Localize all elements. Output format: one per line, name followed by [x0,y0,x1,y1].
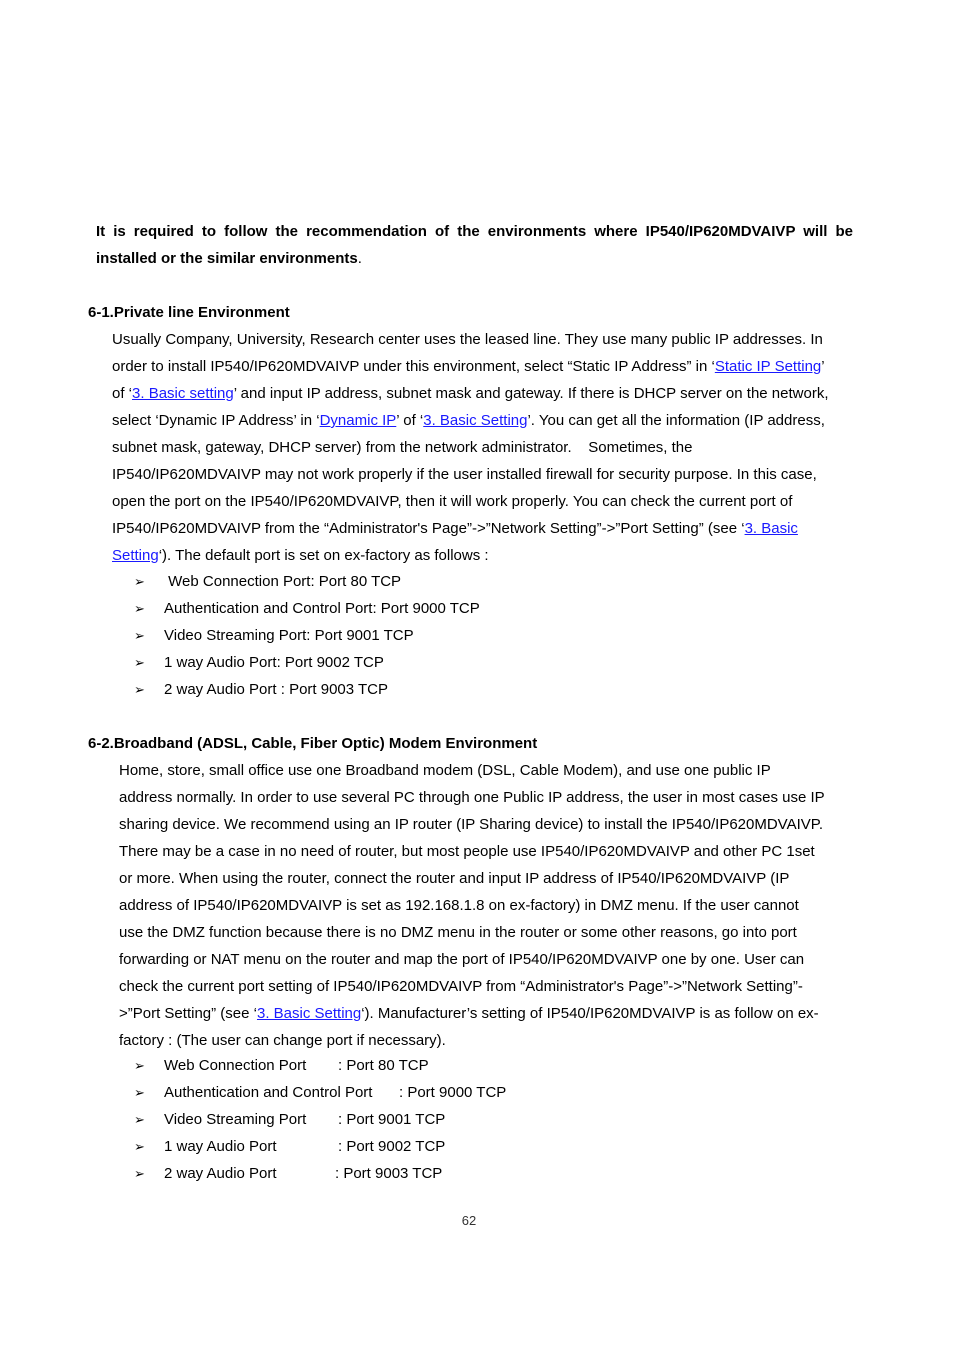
text-run: ’ of ‘ [396,412,424,429]
section-1-port-item [134,676,480,703]
port-label: Authentication and Control Port [164,1084,373,1101]
section-2-line [119,946,825,973]
text-run: ‘). The default port is set on ex-factory as follows : [158,547,489,564]
intro-bold-text: It is required to follow the recommendation of the environments where IP540/IP620MDVAIVP will be installed or the similar environments [96,223,853,267]
section-1-body [112,326,829,569]
text-run: factory : (The user can change port if necessary). [119,1032,446,1049]
section-1-line [112,380,829,407]
arrow-bullet-icon: ➢ [134,1058,145,1073]
section-2-line [119,973,825,1000]
section-1-line [112,461,829,488]
port-label: Authentication and Control Port: Port 9000 TCP [164,600,480,617]
section-2-line [119,1027,825,1054]
port-label: Video Streaming Port: Port 9001 TCP [164,627,414,644]
text-run: There may be a case in no need of router, but most people use IP540/IP620MDVAIVP and other PC 1set [119,843,815,860]
page-number: 62 [461,1213,477,1228]
port-value: : Port 80 TCP [338,1057,429,1074]
arrow-bullet-icon: ➢ [134,1139,145,1154]
text-run: forwarding or NAT menu on the router and map the port of IP540/IP620MDVAIVP one by one. User can [119,951,805,968]
section-1-port-list [134,568,480,703]
section-1-line [112,353,829,380]
section-2-line [119,784,825,811]
arrow-bullet-icon: ➢ [134,1166,145,1181]
section-2-port-item [134,1052,429,1079]
section-2-line [119,757,825,784]
port-label: 1 way Audio Port: Port 9002 TCP [164,654,384,671]
port-label: Web Connection Port [164,1057,307,1074]
section-2-line [119,838,825,865]
cross-reference-link[interactable]: Setting [112,547,159,564]
text-run: open the port on the IP540/IP620MDVAIVP, then it will work properly. You can check the current port of [112,493,793,510]
text-run: sharing device. We recommend using an IP router (IP Sharing device) to install the IP540/IP620MDVAIVP. [119,816,823,833]
text-run: Usually Company, University, Research center uses the leased line. They use many public IP addresses. In [112,331,823,348]
port-value: : Port 9000 TCP [399,1084,507,1101]
section-1-line [112,434,829,461]
section-2-line [119,811,825,838]
section-2-port-item [134,1079,507,1106]
section-1-port-item [134,649,480,676]
text-run: check the current port setting of IP540/IP620MDVAIVP from “Administrator's Page”->”Network Setting”- [119,978,803,995]
cross-reference-link[interactable]: Static IP Setting [714,358,822,375]
text-run: order to install IP540/IP620MDVAIVP under this environment, select “Static IP Address” in ‘ [112,358,715,375]
arrow-bullet-icon: ➢ [134,574,145,589]
section-1-line [112,488,829,515]
text-run: select ‘Dynamic IP Address’ in ‘ [112,412,320,429]
cross-reference-link[interactable]: 3. Basic Setting [256,1005,362,1022]
intro-paragraph [96,218,853,272]
section-2-body [119,757,825,1054]
text-run: Home, store, small office use one Broadband modem (DSL, Cable Modem), and use one public IP [119,762,771,779]
port-label: 2 way Audio Port [164,1165,277,1182]
arrow-bullet-icon: ➢ [134,682,145,697]
section-2-port-item [134,1106,446,1133]
section-2-port-item [134,1133,446,1160]
port-label: Web Connection Port: Port 80 TCP [164,573,402,590]
arrow-bullet-icon: ➢ [134,655,145,670]
section-1-line [112,326,829,353]
text-run: address of IP540/IP620MDVAIVP is set as 192.168.1.8 on ex-factory) in DMZ menu. If the user cannot [119,897,799,914]
section-1-port-item [134,568,480,595]
section-2-heading: 6-2.Broadband (ADSL, Cable, Fiber Optic) Modem Environment [88,735,538,752]
section-2-line [119,865,825,892]
port-label: 2 way Audio Port : Port 9003 TCP [164,681,389,698]
intro-period: . [357,250,362,267]
text-run: ‘). Manufacturer’s setting of IP540/IP620MDVAIVP is as follow on ex- [361,1005,819,1022]
text-run: IP540/IP620MDVAIVP from the “Administrator's Page”->”Network Setting”->”Port Setting” (see ‘ [112,520,745,537]
section-1-port-item [134,622,480,649]
section-1-heading: 6-1.Private line Environment [88,304,290,321]
arrow-bullet-icon: ➢ [134,1112,145,1127]
port-value: : Port 9003 TCP [335,1165,443,1182]
text-run: ’. You can get all the information (IP address, [527,412,825,429]
text-run: ’ and input IP address, subnet mask and gateway. If there is DHCP server on the network, [233,385,829,402]
section-1-port-item [134,595,480,622]
text-run: of ‘ [112,385,133,402]
arrow-bullet-icon: ➢ [134,1085,145,1100]
cross-reference-link[interactable]: 3. Basic Setting [423,412,528,429]
port-value: : Port 9002 TCP [338,1138,446,1155]
port-label: 1 way Audio Port [164,1138,277,1155]
arrow-bullet-icon: ➢ [134,628,145,643]
text-run: >”Port Setting” (see ‘ [119,1005,257,1022]
cross-reference-link[interactable]: Dynamic IP [319,412,397,429]
cross-reference-link[interactable]: 3. Basic setting [132,385,234,402]
section-1-line [112,515,829,542]
text-run: address normally. In order to use several PC through one Public IP address, the user in most cases use IP [119,789,825,806]
section-2-port-item [134,1160,443,1187]
section-2-port-list [134,1052,507,1187]
port-value: : Port 9001 TCP [338,1111,446,1128]
text-run: IP540/IP620MDVAIVP may not work properly if the user installed firewall for security purpose. In this case, [112,466,817,483]
arrow-bullet-icon: ➢ [134,601,145,616]
text-run: use the DMZ function because there is no DMZ menu in the router or some other reasons, go into port [119,924,797,941]
cross-reference-link[interactable]: 3. Basic [744,520,798,537]
text-run: subnet mask, gateway, DHCP server) from the network administrator. Sometimes, the [112,439,693,456]
section-1-line [112,542,829,569]
section-1-line [112,407,829,434]
section-2-line [119,919,825,946]
port-label: Video Streaming Port [164,1111,307,1128]
text-run: or more. When using the router, connect the router and input IP address of IP540/IP620MDVAIVP (IP [119,870,790,887]
section-2-line [119,1000,825,1027]
text-run: ’ [821,358,825,375]
section-2-line [119,892,825,919]
